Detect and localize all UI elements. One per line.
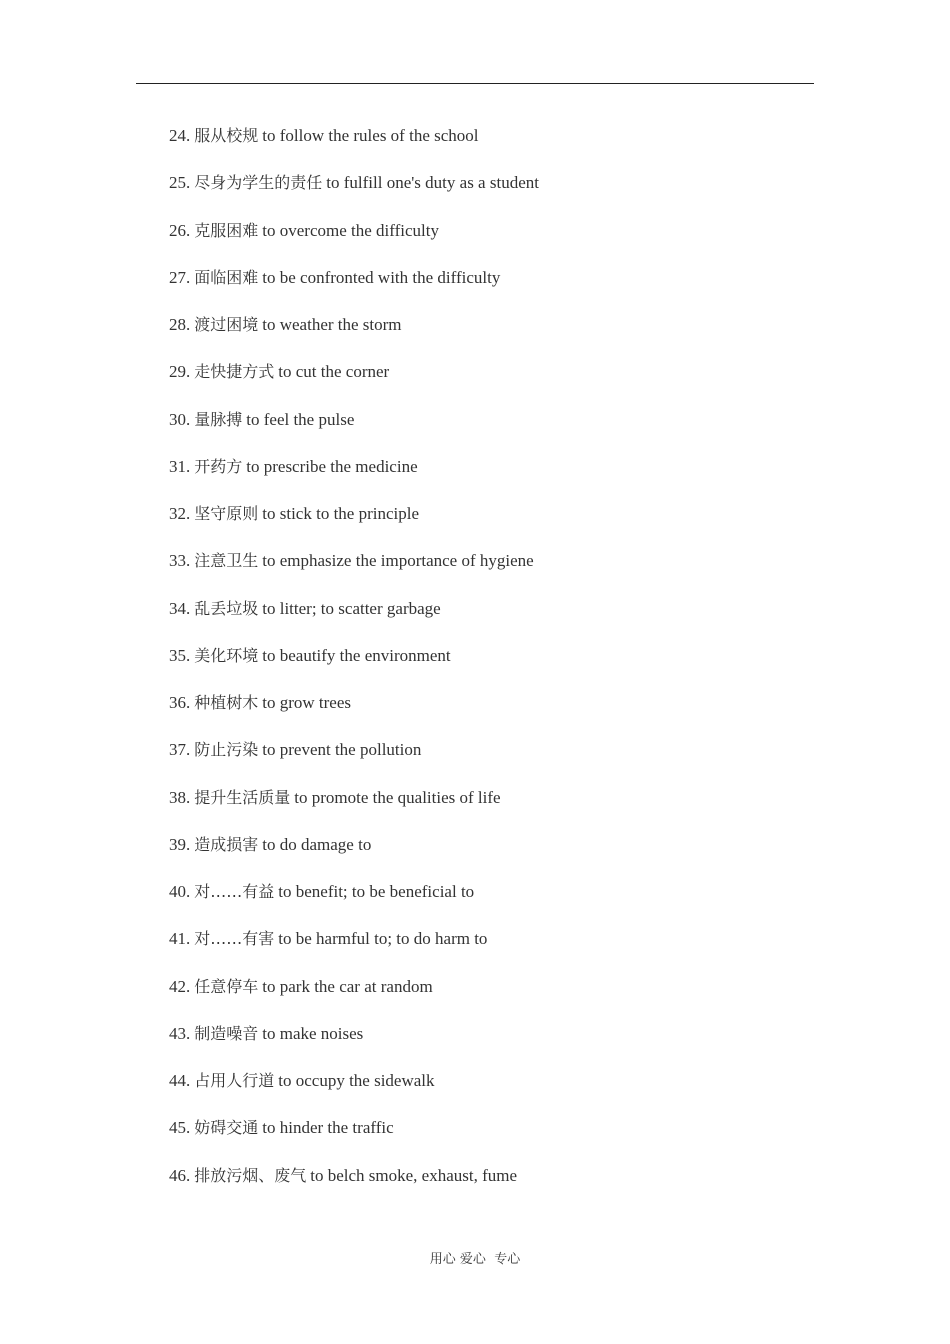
entry-chinese: 量脉搏 (194, 409, 243, 429)
entry-number: 25. (169, 173, 191, 193)
phrase-entry (169, 455, 539, 502)
phrase-entry (169, 1116, 539, 1163)
entry-english: to follow the rules of the school (262, 126, 479, 145)
entry-english: to belch smoke, exhaust, fume (310, 1165, 518, 1185)
phrase-entry (169, 171, 539, 218)
phrase-list (169, 124, 539, 1211)
entry-english: to promote the qualities of life (294, 787, 501, 807)
entry-number: 32. (169, 504, 191, 523)
entry-english: to overcome the difficulty (262, 220, 439, 240)
page-footer: 用心 爱心 专心 (429, 1252, 521, 1267)
entry-chinese: 防止污染 (194, 740, 259, 760)
phrase-entry (169, 313, 539, 360)
phrase-entry (169, 549, 539, 596)
entry-english: to emphasize the importance of hygiene (262, 551, 534, 571)
entry-number: 33. (169, 551, 191, 571)
entry-english: to be harmful to; to do harm to (278, 929, 488, 949)
entry-number: 28. (169, 315, 191, 334)
phrase-entry (169, 408, 539, 455)
entry-number: 46. (169, 1165, 191, 1185)
entry-english: to weather the storm (262, 315, 402, 334)
entry-chinese: 坚守原则 (194, 504, 259, 523)
phrase-entry (169, 1164, 539, 1211)
entry-english: to cut the corner (278, 362, 390, 382)
phrase-entry (169, 266, 539, 313)
header-rule (136, 83, 814, 84)
entry-number: 39. (169, 834, 191, 854)
entry-number: 35. (169, 645, 191, 665)
entry-chinese: 排放污烟、废气 (194, 1165, 307, 1185)
phrase-entry (169, 880, 539, 927)
entry-english: to litter; to scatter garbage (262, 598, 441, 618)
phrase-entry (169, 1022, 539, 1069)
entry-number: 29. (169, 362, 191, 382)
phrase-entry (169, 124, 539, 171)
entry-chinese: 服从校规 (194, 126, 259, 145)
phrase-entry (169, 833, 539, 880)
entry-number: 34. (169, 598, 191, 618)
entry-number: 30. (169, 409, 191, 429)
phrase-entry (169, 691, 539, 738)
entry-english: to park the car at random (262, 976, 433, 996)
entry-chinese: 造成损害 (194, 834, 259, 854)
entry-chinese: 开药方 (194, 456, 243, 476)
entry-english: to benefit; to be beneficial to (278, 882, 475, 901)
entry-english: to prevent the pollution (262, 740, 422, 760)
entry-english: to be confronted with the difficulty (262, 267, 501, 287)
phrase-entry (169, 502, 539, 549)
entry-english: to stick to the principle (262, 504, 420, 523)
phrase-entry (169, 1069, 539, 1116)
entry-english: to prescribe the medicine (246, 456, 418, 476)
entry-number: 41. (169, 929, 191, 949)
entry-chinese: 美化环境 (194, 645, 259, 665)
phrase-entry (169, 644, 539, 691)
entry-chinese: 渡过困境 (194, 315, 259, 334)
entry-chinese: 克服困难 (194, 220, 259, 240)
entry-english: to hinder the traffic (262, 1118, 394, 1138)
entry-number: 37. (169, 740, 191, 760)
entry-chinese: 提升生活质量 (194, 787, 291, 807)
entry-number: 26. (169, 220, 191, 240)
entry-english: to do damage to (262, 834, 372, 854)
entry-number: 42. (169, 976, 191, 996)
entry-english: to grow trees (262, 693, 352, 712)
entry-english: to make noises (262, 1023, 364, 1043)
entry-chinese: 任意停车 (194, 976, 259, 996)
entry-number: 44. (169, 1071, 191, 1090)
phrase-entry (169, 597, 539, 644)
phrase-entry (169, 219, 539, 266)
entry-number: 40. (169, 882, 191, 901)
entry-chinese: 妨碍交通 (194, 1118, 259, 1138)
entry-number: 45. (169, 1118, 191, 1138)
entry-chinese: 走快捷方式 (194, 362, 275, 382)
phrase-entry (169, 738, 539, 785)
phrase-entry (169, 786, 539, 833)
phrase-entry (169, 360, 539, 407)
entry-chinese: 注意卫生 (194, 551, 259, 571)
entry-chinese: 对……有益 (194, 882, 275, 901)
phrase-entry (169, 975, 539, 1022)
entry-chinese: 种植树木 (194, 693, 259, 712)
entry-number: 31. (169, 456, 191, 476)
entry-number: 36. (169, 693, 191, 712)
entry-number: 38. (169, 787, 191, 807)
entry-chinese: 面临困难 (194, 267, 259, 287)
entry-chinese: 尽身为学生的责任 (194, 173, 323, 193)
phrase-entry (169, 927, 539, 974)
entry-chinese: 制造噪音 (194, 1023, 259, 1043)
entry-number: 24. (169, 126, 191, 145)
entry-number: 43. (169, 1023, 191, 1043)
entry-chinese: 乱丢垃圾 (194, 598, 259, 618)
entry-english: to beautify the environment (262, 645, 451, 665)
entry-english: to feel the pulse (246, 409, 355, 429)
entry-english: to occupy the sidewalk (278, 1071, 435, 1090)
entry-chinese: 占用人行道 (194, 1071, 275, 1090)
entry-chinese: 对……有害 (194, 929, 275, 949)
entry-number: 27. (169, 267, 191, 287)
entry-english: to fulfill one's duty as a student (326, 173, 539, 193)
